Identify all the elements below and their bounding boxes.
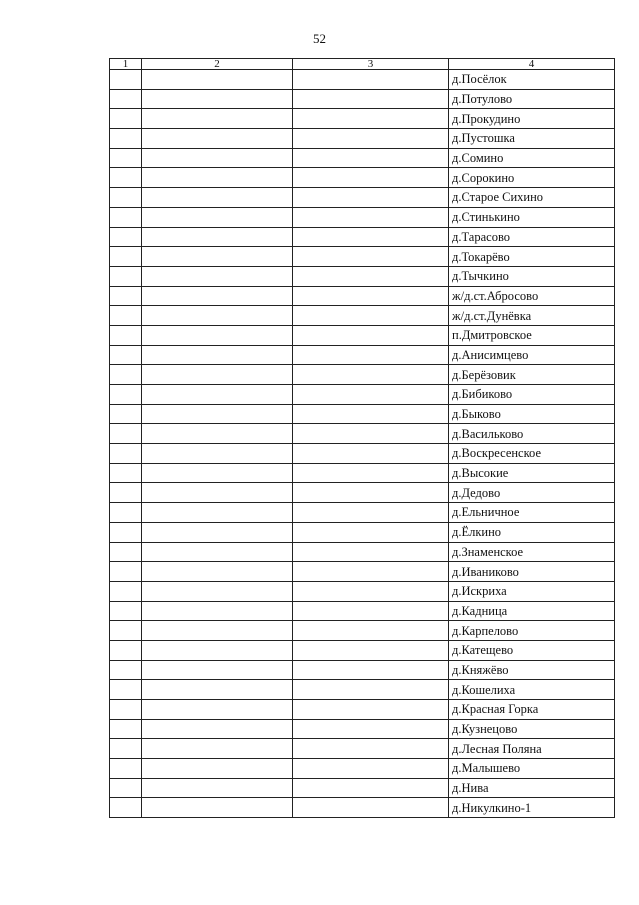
table-row xyxy=(110,424,615,444)
settlement-name-cell: д.Сорокино xyxy=(449,168,615,188)
empty-cell xyxy=(142,778,293,798)
empty-cell xyxy=(110,463,142,483)
table-row xyxy=(110,719,615,739)
empty-cell xyxy=(142,680,293,700)
table-row xyxy=(110,778,615,798)
column-header-3: 3 xyxy=(293,59,449,70)
empty-cell xyxy=(293,463,449,483)
empty-cell xyxy=(293,483,449,503)
empty-cell xyxy=(293,739,449,759)
empty-cell xyxy=(142,129,293,149)
settlement-name-cell: ж/д.ст.Абросово xyxy=(449,286,615,306)
empty-cell xyxy=(110,601,142,621)
empty-cell xyxy=(110,483,142,503)
empty-cell xyxy=(110,286,142,306)
empty-cell xyxy=(293,680,449,700)
empty-cell xyxy=(293,404,449,424)
empty-cell xyxy=(142,345,293,365)
empty-cell xyxy=(110,188,142,208)
column-header-1: 1 xyxy=(110,59,142,70)
empty-cell xyxy=(142,404,293,424)
empty-cell xyxy=(293,581,449,601)
table-row xyxy=(110,286,615,306)
empty-cell xyxy=(293,325,449,345)
empty-cell xyxy=(293,444,449,464)
table-row xyxy=(110,444,615,464)
empty-cell xyxy=(142,188,293,208)
empty-cell xyxy=(110,227,142,247)
empty-cell xyxy=(293,306,449,326)
empty-cell xyxy=(110,640,142,660)
empty-cell xyxy=(110,266,142,286)
empty-cell xyxy=(293,188,449,208)
empty-cell xyxy=(110,798,142,818)
settlement-name-cell: д.Княжёво xyxy=(449,660,615,680)
empty-cell xyxy=(142,739,293,759)
empty-cell xyxy=(293,522,449,542)
table-row xyxy=(110,463,615,483)
empty-cell xyxy=(293,700,449,720)
settlement-name-cell: д.Старое Сихино xyxy=(449,188,615,208)
empty-cell xyxy=(293,365,449,385)
empty-cell xyxy=(293,129,449,149)
empty-cell xyxy=(110,404,142,424)
table-row xyxy=(110,306,615,326)
empty-cell xyxy=(110,129,142,149)
empty-cell xyxy=(110,542,142,562)
table-row xyxy=(110,385,615,405)
empty-cell xyxy=(293,286,449,306)
settlement-name-cell: д.Дедово xyxy=(449,483,615,503)
table-row xyxy=(110,129,615,149)
empty-cell xyxy=(142,424,293,444)
empty-cell xyxy=(293,266,449,286)
table-row xyxy=(110,266,615,286)
settlement-name-cell: д.Лесная Поляна xyxy=(449,739,615,759)
empty-cell xyxy=(142,385,293,405)
table-row xyxy=(110,798,615,818)
settlement-name-cell: п.Дмитровское xyxy=(449,325,615,345)
settlement-name-cell: д.Карпелово xyxy=(449,621,615,641)
empty-cell xyxy=(142,562,293,582)
empty-cell xyxy=(293,759,449,779)
empty-cell xyxy=(142,798,293,818)
settlement-name-cell: д.Ёлкино xyxy=(449,522,615,542)
column-header-4: 4 xyxy=(449,59,615,70)
empty-cell xyxy=(142,444,293,464)
table-row xyxy=(110,345,615,365)
empty-cell xyxy=(110,660,142,680)
empty-cell xyxy=(293,798,449,818)
settlement-name-cell: д.Искриха xyxy=(449,581,615,601)
empty-cell xyxy=(293,109,449,129)
table-row xyxy=(110,660,615,680)
settlement-name-cell: д.Прокудино xyxy=(449,109,615,129)
settlement-name-cell: д.Токарёво xyxy=(449,247,615,267)
table-row xyxy=(110,70,615,90)
empty-cell xyxy=(142,483,293,503)
empty-cell xyxy=(293,562,449,582)
empty-cell xyxy=(142,463,293,483)
empty-cell xyxy=(293,70,449,90)
empty-cell xyxy=(110,365,142,385)
table-row xyxy=(110,227,615,247)
settlement-name-cell: д.Берёзовик xyxy=(449,365,615,385)
empty-cell xyxy=(142,109,293,129)
table-row xyxy=(110,700,615,720)
empty-cell xyxy=(110,247,142,267)
settlement-name-cell: ж/д.ст.Дунёвка xyxy=(449,306,615,326)
empty-cell xyxy=(142,207,293,227)
empty-cell xyxy=(110,306,142,326)
table-row xyxy=(110,601,615,621)
empty-cell xyxy=(142,227,293,247)
empty-cell xyxy=(293,168,449,188)
empty-cell xyxy=(110,522,142,542)
table-row xyxy=(110,207,615,227)
settlement-name-cell: д.Стинькино xyxy=(449,207,615,227)
empty-cell xyxy=(110,739,142,759)
empty-cell xyxy=(142,700,293,720)
table-row xyxy=(110,247,615,267)
empty-cell xyxy=(293,227,449,247)
settlement-name-cell: д.Малышево xyxy=(449,759,615,779)
empty-cell xyxy=(110,621,142,641)
table-row xyxy=(110,640,615,660)
settlements-table xyxy=(109,58,615,818)
empty-cell xyxy=(293,207,449,227)
table-row xyxy=(110,404,615,424)
empty-cell xyxy=(142,306,293,326)
empty-cell xyxy=(142,719,293,739)
table-row xyxy=(110,562,615,582)
table-row xyxy=(110,739,615,759)
empty-cell xyxy=(293,148,449,168)
empty-cell xyxy=(110,562,142,582)
empty-cell xyxy=(293,621,449,641)
empty-cell xyxy=(293,89,449,109)
table-row xyxy=(110,542,615,562)
empty-cell xyxy=(110,89,142,109)
empty-cell xyxy=(110,168,142,188)
table-row xyxy=(110,148,615,168)
empty-cell xyxy=(142,89,293,109)
settlement-name-cell: д.Посёлок xyxy=(449,70,615,90)
settlement-name-cell: д.Сомино xyxy=(449,148,615,168)
table-row xyxy=(110,759,615,779)
empty-cell xyxy=(110,345,142,365)
table-row xyxy=(110,680,615,700)
empty-cell xyxy=(293,385,449,405)
settlement-name-cell: д.Ельничное xyxy=(449,503,615,523)
empty-cell xyxy=(142,70,293,90)
empty-cell xyxy=(142,365,293,385)
empty-cell xyxy=(142,266,293,286)
empty-cell xyxy=(142,542,293,562)
empty-cell xyxy=(110,581,142,601)
empty-cell xyxy=(110,424,142,444)
table-row xyxy=(110,89,615,109)
empty-cell xyxy=(110,70,142,90)
empty-cell xyxy=(110,444,142,464)
empty-cell xyxy=(293,778,449,798)
empty-cell xyxy=(110,385,142,405)
empty-cell xyxy=(293,601,449,621)
table-header-row xyxy=(110,59,615,70)
table-row xyxy=(110,621,615,641)
settlement-name-cell: д.Тычкино xyxy=(449,266,615,286)
empty-cell xyxy=(293,660,449,680)
settlement-name-cell: д.Никулкино-1 xyxy=(449,798,615,818)
empty-cell xyxy=(110,719,142,739)
settlement-name-cell: д.Потулово xyxy=(449,89,615,109)
empty-cell xyxy=(293,247,449,267)
empty-cell xyxy=(142,503,293,523)
empty-cell xyxy=(110,325,142,345)
table-row xyxy=(110,168,615,188)
empty-cell xyxy=(110,778,142,798)
empty-cell xyxy=(293,503,449,523)
settlement-name-cell: д.Васильково xyxy=(449,424,615,444)
empty-cell xyxy=(142,168,293,188)
settlement-name-cell: д.Красная Горка xyxy=(449,700,615,720)
column-header-2: 2 xyxy=(142,59,293,70)
empty-cell xyxy=(142,286,293,306)
empty-cell xyxy=(110,503,142,523)
empty-cell xyxy=(142,581,293,601)
settlement-name-cell: д.Нива xyxy=(449,778,615,798)
empty-cell xyxy=(142,601,293,621)
settlement-name-cell: д.Знаменское xyxy=(449,542,615,562)
empty-cell xyxy=(142,621,293,641)
table-row xyxy=(110,581,615,601)
empty-cell xyxy=(142,640,293,660)
settlement-name-cell: д.Иваниково xyxy=(449,562,615,582)
empty-cell xyxy=(110,109,142,129)
settlement-name-cell: д.Кадница xyxy=(449,601,615,621)
settlement-name-cell: д.Быково xyxy=(449,404,615,424)
table-row xyxy=(110,522,615,542)
settlement-name-cell: д.Кузнецово xyxy=(449,719,615,739)
table-row xyxy=(110,483,615,503)
empty-cell xyxy=(110,148,142,168)
settlement-name-cell: д.Тарасово xyxy=(449,227,615,247)
page-number: 52 xyxy=(313,31,326,46)
settlement-name-cell: д.Катещево xyxy=(449,640,615,660)
empty-cell xyxy=(110,207,142,227)
empty-cell xyxy=(110,700,142,720)
settlement-name-cell: д.Воскресенское xyxy=(449,444,615,464)
table-row xyxy=(110,109,615,129)
settlement-name-cell: д.Пустошка xyxy=(449,129,615,149)
settlement-name-cell: д.Кошелиха xyxy=(449,680,615,700)
table-row xyxy=(110,503,615,523)
empty-cell xyxy=(110,680,142,700)
empty-cell xyxy=(142,247,293,267)
empty-cell xyxy=(293,424,449,444)
table-row xyxy=(110,188,615,208)
table-row xyxy=(110,325,615,345)
empty-cell xyxy=(142,759,293,779)
empty-cell xyxy=(293,719,449,739)
empty-cell xyxy=(110,759,142,779)
empty-cell xyxy=(293,542,449,562)
table-body xyxy=(110,70,615,818)
empty-cell xyxy=(142,660,293,680)
table-row xyxy=(110,365,615,385)
settlement-name-cell: д.Высокие xyxy=(449,463,615,483)
settlement-name-cell: д.Бибиково xyxy=(449,385,615,405)
settlement-name-cell: д.Анисимцево xyxy=(449,345,615,365)
empty-cell xyxy=(293,345,449,365)
empty-cell xyxy=(142,148,293,168)
empty-cell xyxy=(142,325,293,345)
empty-cell xyxy=(293,640,449,660)
empty-cell xyxy=(142,522,293,542)
